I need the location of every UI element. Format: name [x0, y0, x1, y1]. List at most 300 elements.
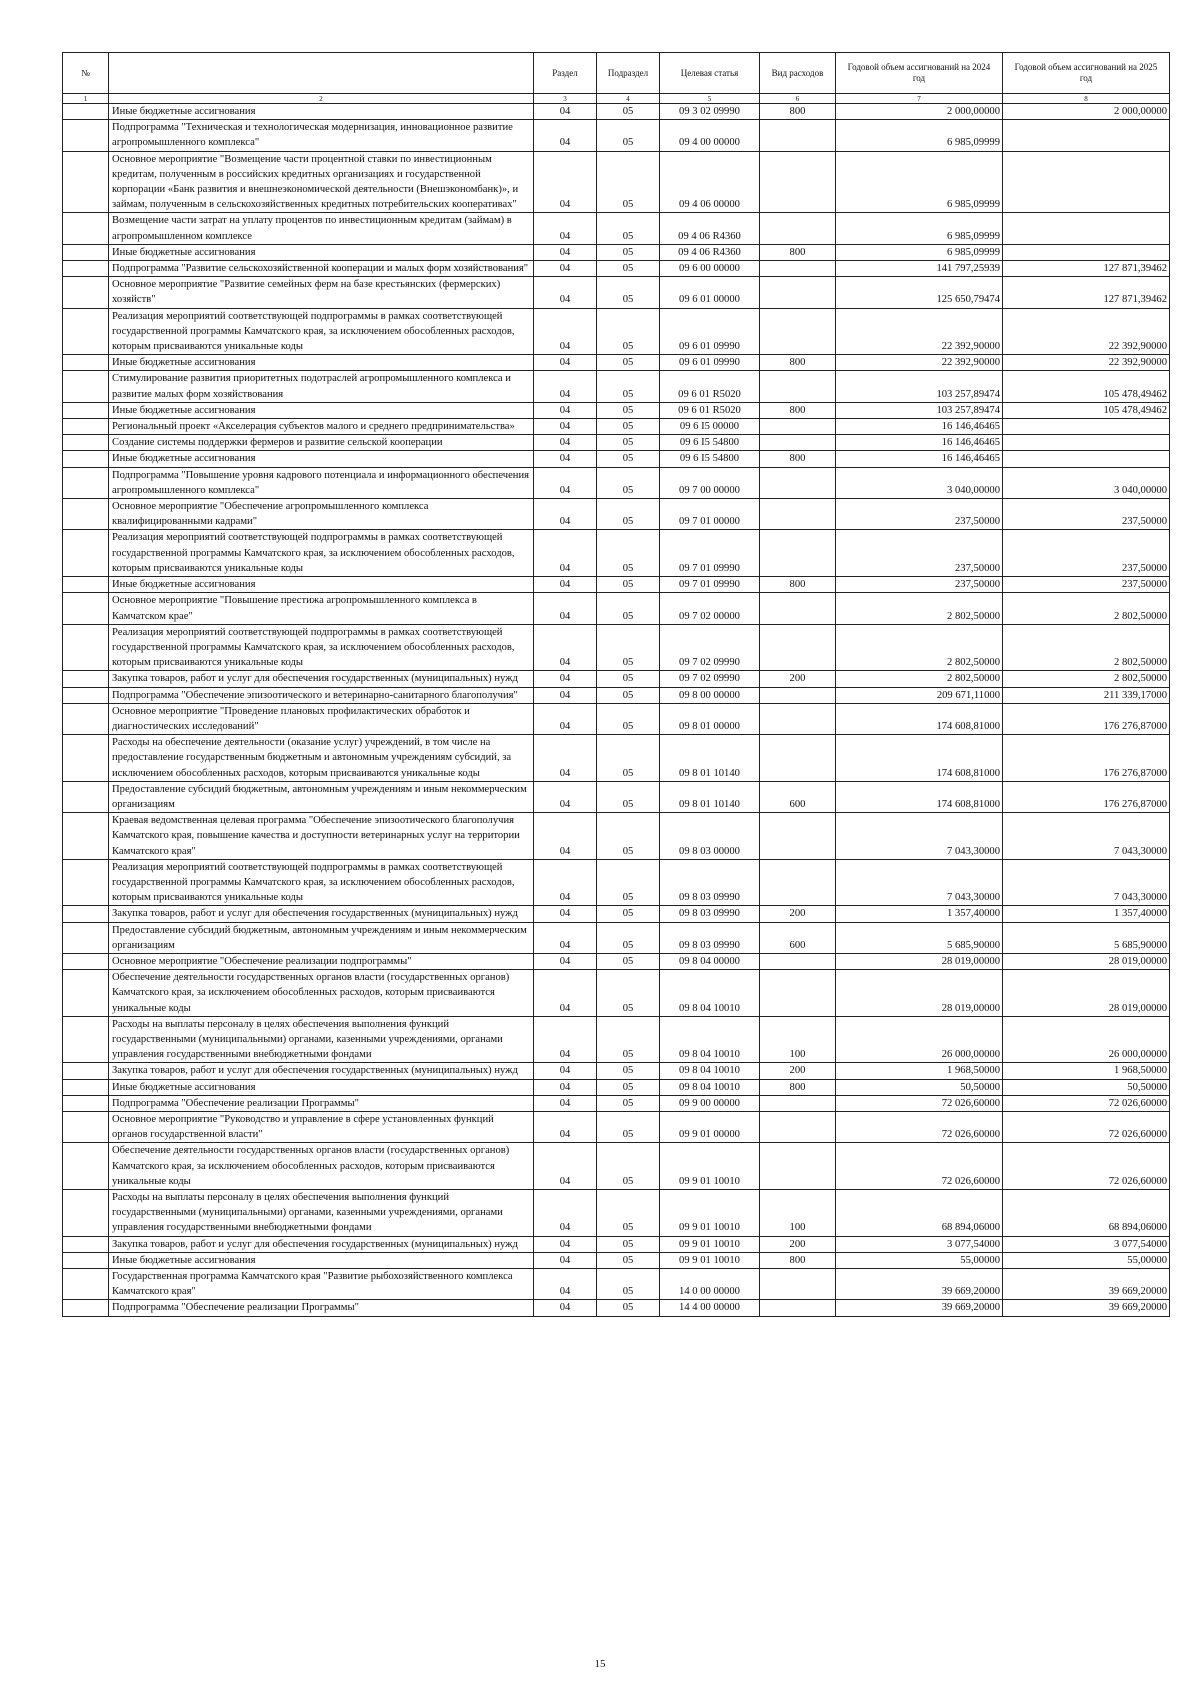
row-2025-cell: 105 478,49462 — [1003, 371, 1170, 402]
row-2025-cell: 105 478,49462 — [1003, 402, 1170, 418]
row-razdel-cell: 04 — [534, 1143, 597, 1190]
row-podrazdel-cell: 05 — [597, 859, 660, 906]
row-name-cell: Предоставление субсидий бюджетным, автономным учреждениям и иным некоммерческим организациям — [109, 781, 534, 812]
row-expense-cell: 800 — [760, 402, 836, 418]
header-idx-8: 8 — [1003, 94, 1170, 104]
row-2025-cell: 7 043,30000 — [1003, 859, 1170, 906]
row-podrazdel-cell: 05 — [597, 1063, 660, 1079]
row-2025-cell: 72 026,60000 — [1003, 1143, 1170, 1190]
row-target-cell: 09 9 01 10010 — [660, 1252, 760, 1268]
row-podrazdel-cell: 05 — [597, 1016, 660, 1063]
row-podrazdel-cell: 05 — [597, 1143, 660, 1190]
row-target-cell: 09 7 00 00000 — [660, 467, 760, 498]
table-row — [63, 970, 1170, 1017]
row-target-cell: 09 7 01 09990 — [660, 530, 760, 577]
row-podrazdel-cell: 05 — [597, 1300, 660, 1316]
row-razdel-cell: 04 — [534, 261, 597, 277]
row-razdel-cell: 04 — [534, 1252, 597, 1268]
row-2024-cell: 1 968,50000 — [836, 1063, 1003, 1079]
row-podrazdel-cell: 05 — [597, 451, 660, 467]
row-razdel-cell: 04 — [534, 953, 597, 969]
row-podrazdel-cell: 05 — [597, 687, 660, 703]
row-expense-cell — [760, 1143, 836, 1190]
row-podrazdel-cell: 05 — [597, 308, 660, 355]
row-number-cell — [63, 813, 109, 860]
row-expense-cell: 200 — [760, 906, 836, 922]
row-expense-cell — [760, 1112, 836, 1143]
row-2025-cell: 176 276,87000 — [1003, 735, 1170, 782]
row-2025-cell: 176 276,87000 — [1003, 703, 1170, 734]
row-target-cell: 09 6 01 R5020 — [660, 371, 760, 402]
row-name-cell: Возмещение части затрат на уплату процентов по инвестиционным кредитам (займам) в агропромышленном комплексе — [109, 213, 534, 244]
row-expense-cell: 200 — [760, 1063, 836, 1079]
row-target-cell: 09 8 03 09990 — [660, 906, 760, 922]
row-expense-cell — [760, 499, 836, 530]
row-razdel-cell: 04 — [534, 104, 597, 120]
row-razdel-cell: 04 — [534, 813, 597, 860]
row-target-cell: 09 6 01 09990 — [660, 355, 760, 371]
row-2024-cell: 28 019,00000 — [836, 953, 1003, 969]
row-2024-cell: 22 392,90000 — [836, 308, 1003, 355]
row-2024-cell: 72 026,60000 — [836, 1143, 1003, 1190]
row-name-cell: Иные бюджетные ассигнования — [109, 104, 534, 120]
row-name-cell: Закупка товаров, работ и услуг для обеспечения государственных (муниципальных) нужд — [109, 1236, 534, 1252]
row-name-cell: Реализация мероприятий соответствующей подпрограммы в рамках соответствующей государственной программы Камчатского края, за исключением обособленных расходов, которым присваиваются уникальные коды — [109, 859, 534, 906]
row-2025-cell: 39 669,20000 — [1003, 1300, 1170, 1316]
row-expense-cell — [760, 703, 836, 734]
row-expense-cell: 800 — [760, 451, 836, 467]
row-2024-cell: 16 146,46465 — [836, 435, 1003, 451]
row-2024-cell: 3 040,00000 — [836, 467, 1003, 498]
row-podrazdel-cell: 05 — [597, 1236, 660, 1252]
row-razdel-cell: 04 — [534, 244, 597, 260]
budget-table-sheet — [62, 52, 1169, 1317]
page-number: 15 — [594, 1658, 606, 1670]
row-2024-cell: 141 797,25939 — [836, 261, 1003, 277]
row-number-cell — [63, 1112, 109, 1143]
table-row — [63, 735, 1170, 782]
row-2024-cell: 2 000,00000 — [836, 104, 1003, 120]
table-row — [63, 419, 1170, 435]
row-name-cell: Основное мероприятие "Проведение плановых профилактических обработок и диагностических исследований" — [109, 703, 534, 734]
row-podrazdel-cell: 05 — [597, 624, 660, 671]
row-target-cell: 09 7 02 09990 — [660, 624, 760, 671]
row-podrazdel-cell: 05 — [597, 1112, 660, 1143]
row-expense-cell — [760, 120, 836, 151]
row-2025-cell: 72 026,60000 — [1003, 1112, 1170, 1143]
table-row — [63, 859, 1170, 906]
row-2025-cell — [1003, 451, 1170, 467]
row-number-cell — [63, 1095, 109, 1111]
row-expense-cell — [760, 213, 836, 244]
row-2024-cell: 103 257,89474 — [836, 371, 1003, 402]
row-2024-cell: 2 802,50000 — [836, 593, 1003, 624]
row-target-cell: 14 4 00 00000 — [660, 1300, 760, 1316]
table-row — [63, 451, 1170, 467]
row-name-cell: Региональный проект «Акселерация субъектов малого и среднего предпринимательства» — [109, 419, 534, 435]
row-2024-cell: 72 026,60000 — [836, 1112, 1003, 1143]
header-idx-7: 7 — [836, 94, 1003, 104]
row-number-cell — [63, 859, 109, 906]
table-row — [63, 687, 1170, 703]
row-target-cell: 09 6 I5 54800 — [660, 451, 760, 467]
row-target-cell: 14 0 00 00000 — [660, 1269, 760, 1300]
row-2025-cell: 28 019,00000 — [1003, 970, 1170, 1017]
row-razdel-cell: 04 — [534, 277, 597, 308]
row-2025-cell: 72 026,60000 — [1003, 1095, 1170, 1111]
row-name-cell: Государственная программа Камчатского края "Развитие рыбохозяйственного комплекса Камчатского края" — [109, 1269, 534, 1300]
row-2024-cell: 6 985,09999 — [836, 213, 1003, 244]
row-target-cell: 09 8 03 09990 — [660, 922, 760, 953]
row-number-cell — [63, 1063, 109, 1079]
row-razdel-cell: 04 — [534, 687, 597, 703]
row-2025-cell: 55,00000 — [1003, 1252, 1170, 1268]
row-expense-cell — [760, 419, 836, 435]
row-expense-cell: 800 — [760, 1252, 836, 1268]
row-number-cell — [63, 781, 109, 812]
row-podrazdel-cell: 05 — [597, 906, 660, 922]
row-2025-cell: 68 894,06000 — [1003, 1190, 1170, 1237]
row-number-cell — [63, 1143, 109, 1190]
row-name-cell: Основное мероприятие "Возмещение части процентной ставки по инвестиционным кредитам, полученным в российских кредитных организациях и государственной корпорации «Банк развития и внешнеэкономической деятельности (Внешэкономбанк)», и займам, полученным в сельскохозяйственных кредитных потребительских кооперативах" — [109, 151, 534, 213]
table-row — [63, 308, 1170, 355]
row-target-cell: 09 7 02 00000 — [660, 593, 760, 624]
row-2025-cell: 3 040,00000 — [1003, 467, 1170, 498]
header-idx-4: 4 — [597, 94, 660, 104]
row-number-cell — [63, 1300, 109, 1316]
row-razdel-cell: 04 — [534, 355, 597, 371]
row-target-cell: 09 6 I5 54800 — [660, 435, 760, 451]
row-2024-cell: 174 608,81000 — [836, 703, 1003, 734]
row-target-cell: 09 8 01 10140 — [660, 781, 760, 812]
row-name-cell: Создание системы поддержки фермеров и развитие сельской кооперации — [109, 435, 534, 451]
row-2024-cell: 6 985,09999 — [836, 120, 1003, 151]
row-name-cell: Иные бюджетные ассигнования — [109, 451, 534, 467]
row-razdel-cell: 04 — [534, 451, 597, 467]
row-target-cell: 09 8 03 09990 — [660, 859, 760, 906]
row-2024-cell: 2 802,50000 — [836, 624, 1003, 671]
table-row — [63, 1112, 1170, 1143]
table-row — [63, 671, 1170, 687]
row-2025-cell — [1003, 213, 1170, 244]
row-razdel-cell: 04 — [534, 499, 597, 530]
row-number-cell — [63, 1016, 109, 1063]
table-row — [63, 593, 1170, 624]
row-2024-cell: 237,50000 — [836, 530, 1003, 577]
table-row — [63, 703, 1170, 734]
row-razdel-cell: 04 — [534, 419, 597, 435]
row-2025-cell — [1003, 419, 1170, 435]
row-name-cell: Обеспечение деятельности государственных органов власти (государственных органов) Камчатского края, за исключением обособленных расходов, которым присваиваются уникальные коды — [109, 1143, 534, 1190]
row-razdel-cell: 04 — [534, 402, 597, 418]
row-target-cell: 09 6 01 00000 — [660, 277, 760, 308]
row-name-cell: Подпрограмма "Развитие сельскохозяйственной кооперации и малых форм хозяйствования" — [109, 261, 534, 277]
row-podrazdel-cell: 05 — [597, 467, 660, 498]
row-number-cell — [63, 1190, 109, 1237]
row-expense-cell: 800 — [760, 244, 836, 260]
table-row — [63, 467, 1170, 498]
row-target-cell: 09 8 04 10010 — [660, 1079, 760, 1095]
row-2024-cell: 174 608,81000 — [836, 781, 1003, 812]
row-2025-cell — [1003, 244, 1170, 260]
row-2024-cell: 22 392,90000 — [836, 355, 1003, 371]
row-2024-cell: 1 357,40000 — [836, 906, 1003, 922]
row-number-cell — [63, 402, 109, 418]
header-expense: Вид расходов — [760, 53, 836, 94]
table-row — [63, 371, 1170, 402]
row-name-cell: Стимулирование развития приоритетных подотраслей агропромышленного комплекса и развитие малых форм хозяйствования — [109, 371, 534, 402]
row-podrazdel-cell: 05 — [597, 735, 660, 782]
row-2024-cell: 3 077,54000 — [836, 1236, 1003, 1252]
row-number-cell — [63, 593, 109, 624]
row-name-cell: Иные бюджетные ассигнования — [109, 402, 534, 418]
table-row — [63, 1063, 1170, 1079]
row-number-cell — [63, 499, 109, 530]
row-number-cell — [63, 1269, 109, 1300]
table-header — [63, 53, 1170, 104]
budget-table — [62, 52, 1170, 1317]
row-razdel-cell: 04 — [534, 906, 597, 922]
row-2025-cell: 127 871,39462 — [1003, 277, 1170, 308]
row-number-cell — [63, 120, 109, 151]
row-target-cell: 09 4 06 00000 — [660, 151, 760, 213]
row-expense-cell — [760, 277, 836, 308]
row-name-cell: Подпрограмма "Обеспечение реализации Программы" — [109, 1300, 534, 1316]
row-name-cell: Подпрограмма "Повышение уровня кадрового потенциала и информационного обеспечения агропромышленного комплекса" — [109, 467, 534, 498]
table-row — [63, 1016, 1170, 1063]
row-expense-cell: 100 — [760, 1190, 836, 1237]
row-name-cell: Иные бюджетные ассигнования — [109, 1079, 534, 1095]
row-name-cell: Реализация мероприятий соответствующей подпрограммы в рамках соответствующей государственной программы Камчатского края, за исключением обособленных расходов, которым присваиваются уникальные коды — [109, 530, 534, 577]
row-number-cell — [63, 735, 109, 782]
row-podrazdel-cell: 05 — [597, 922, 660, 953]
table-row — [63, 261, 1170, 277]
row-2025-cell: 22 392,90000 — [1003, 355, 1170, 371]
row-podrazdel-cell: 05 — [597, 671, 660, 687]
row-target-cell: 09 7 02 09990 — [660, 671, 760, 687]
row-2025-cell: 1 357,40000 — [1003, 906, 1170, 922]
row-2025-cell: 211 339,17000 — [1003, 687, 1170, 703]
row-number-cell — [63, 371, 109, 402]
row-target-cell: 09 8 01 10140 — [660, 735, 760, 782]
row-2025-cell: 3 077,54000 — [1003, 1236, 1170, 1252]
row-target-cell: 09 8 01 00000 — [660, 703, 760, 734]
row-name-cell: Подпрограмма "Техническая и технологическая модернизация, инновационное развитие агропромышленного комплекса" — [109, 120, 534, 151]
row-2024-cell: 125 650,79474 — [836, 277, 1003, 308]
row-razdel-cell: 04 — [534, 577, 597, 593]
row-razdel-cell: 04 — [534, 781, 597, 812]
row-podrazdel-cell: 05 — [597, 355, 660, 371]
row-2025-cell: 28 019,00000 — [1003, 953, 1170, 969]
row-target-cell: 09 3 02 09990 — [660, 104, 760, 120]
row-expense-cell: 800 — [760, 104, 836, 120]
row-number-cell — [63, 435, 109, 451]
header-idx-6: 6 — [760, 94, 836, 104]
row-2024-cell: 237,50000 — [836, 499, 1003, 530]
row-number-cell — [63, 151, 109, 213]
header-idx-3: 3 — [534, 94, 597, 104]
table-row — [63, 1269, 1170, 1300]
header-idx-2: 2 — [109, 94, 534, 104]
table-row — [63, 1190, 1170, 1237]
row-razdel-cell: 04 — [534, 1190, 597, 1237]
row-name-cell: Расходы на выплаты персоналу в целях обеспечения выполнения функций государственными (муниципальными) органами, казенными учреждениями, органами управления государственными внебюджетными фондами — [109, 1190, 534, 1237]
row-2024-cell: 2 802,50000 — [836, 671, 1003, 687]
row-target-cell: 09 9 01 10010 — [660, 1236, 760, 1252]
row-podrazdel-cell: 05 — [597, 213, 660, 244]
row-razdel-cell: 04 — [534, 1112, 597, 1143]
row-name-cell: Иные бюджетные ассигнования — [109, 355, 534, 371]
row-number-cell — [63, 244, 109, 260]
row-podrazdel-cell: 05 — [597, 577, 660, 593]
row-2025-cell: 237,50000 — [1003, 530, 1170, 577]
row-expense-cell: 800 — [760, 577, 836, 593]
row-2024-cell: 16 146,46465 — [836, 451, 1003, 467]
row-target-cell: 09 8 04 10010 — [660, 1016, 760, 1063]
row-razdel-cell: 04 — [534, 703, 597, 734]
row-name-cell: Предоставление субсидий бюджетным, автономным учреждениям и иным некоммерческим организациям — [109, 922, 534, 953]
header-name — [109, 53, 534, 94]
row-razdel-cell: 04 — [534, 624, 597, 671]
row-2025-cell: 2 802,50000 — [1003, 671, 1170, 687]
row-number-cell — [63, 1079, 109, 1095]
row-expense-cell — [760, 813, 836, 860]
row-2025-cell: 237,50000 — [1003, 577, 1170, 593]
row-name-cell: Иные бюджетные ассигнования — [109, 1252, 534, 1268]
row-name-cell: Закупка товаров, работ и услуг для обеспечения государственных (муниципальных) нужд — [109, 671, 534, 687]
row-razdel-cell: 04 — [534, 1269, 597, 1300]
row-podrazdel-cell: 05 — [597, 813, 660, 860]
row-razdel-cell: 04 — [534, 1236, 597, 1252]
row-target-cell: 09 8 04 10010 — [660, 1063, 760, 1079]
row-expense-cell — [760, 593, 836, 624]
row-2024-cell: 16 146,46465 — [836, 419, 1003, 435]
row-target-cell: 09 7 01 09990 — [660, 577, 760, 593]
row-name-cell: Основное мероприятие "Обеспечение реализации подпрограммы" — [109, 953, 534, 969]
row-razdel-cell: 04 — [534, 435, 597, 451]
row-2024-cell: 209 671,11000 — [836, 687, 1003, 703]
row-number-cell — [63, 687, 109, 703]
row-target-cell: 09 8 00 00000 — [660, 687, 760, 703]
row-number-cell — [63, 624, 109, 671]
table-row — [63, 244, 1170, 260]
table-row — [63, 151, 1170, 213]
row-expense-cell — [760, 859, 836, 906]
row-2024-cell: 68 894,06000 — [836, 1190, 1003, 1237]
row-expense-cell — [760, 261, 836, 277]
row-2024-cell: 6 985,09999 — [836, 244, 1003, 260]
row-2025-cell: 1 968,50000 — [1003, 1063, 1170, 1079]
row-razdel-cell: 04 — [534, 120, 597, 151]
header-num: № — [63, 53, 109, 94]
row-expense-cell — [760, 953, 836, 969]
row-target-cell: 09 4 06 R4360 — [660, 213, 760, 244]
row-target-cell: 09 8 03 00000 — [660, 813, 760, 860]
row-razdel-cell: 04 — [534, 308, 597, 355]
row-razdel-cell: 04 — [534, 970, 597, 1017]
row-podrazdel-cell: 05 — [597, 402, 660, 418]
row-razdel-cell: 04 — [534, 530, 597, 577]
row-number-cell — [63, 261, 109, 277]
row-podrazdel-cell: 05 — [597, 419, 660, 435]
row-2024-cell: 7 043,30000 — [836, 859, 1003, 906]
row-name-cell: Основное мероприятие "Развитие семейных ферм на базе крестьянских (фермерских) хозяйств" — [109, 277, 534, 308]
table-row — [63, 953, 1170, 969]
row-razdel-cell: 04 — [534, 859, 597, 906]
table-row — [63, 1143, 1170, 1190]
row-expense-cell — [760, 308, 836, 355]
row-name-cell: Подпрограмма "Обеспечение реализации Программы" — [109, 1095, 534, 1111]
table-row — [63, 435, 1170, 451]
row-razdel-cell: 04 — [534, 151, 597, 213]
row-number-cell — [63, 703, 109, 734]
row-target-cell: 09 8 04 10010 — [660, 970, 760, 1017]
table-row — [63, 499, 1170, 530]
header-podrazdel: Подраздел — [597, 53, 660, 94]
row-razdel-cell: 04 — [534, 922, 597, 953]
row-name-cell: Закупка товаров, работ и услуг для обеспечения государственных (муниципальных) нужд — [109, 1063, 534, 1079]
row-target-cell: 09 4 00 00000 — [660, 120, 760, 151]
row-name-cell: Обеспечение деятельности государственных органов власти (государственных органов) Камчатского края, за исключением обособленных расходов, которым присваиваются уникальные коды — [109, 970, 534, 1017]
row-razdel-cell: 04 — [534, 1016, 597, 1063]
row-podrazdel-cell: 05 — [597, 1269, 660, 1300]
row-2025-cell — [1003, 120, 1170, 151]
row-expense-cell: 600 — [760, 781, 836, 812]
table-row — [63, 1079, 1170, 1095]
row-2024-cell: 174 608,81000 — [836, 735, 1003, 782]
row-expense-cell — [760, 624, 836, 671]
row-target-cell: 09 6 00 00000 — [660, 261, 760, 277]
row-name-cell: Основное мероприятие "Руководство и управление в сфере установленных функций органов государственной власти" — [109, 1112, 534, 1143]
row-2025-cell: 39 669,20000 — [1003, 1269, 1170, 1300]
row-name-cell: Основное мероприятие "Обеспечение агропромышленного комплекса квалифицированными кадрами" — [109, 499, 534, 530]
row-2025-cell — [1003, 435, 1170, 451]
row-2024-cell: 39 669,20000 — [836, 1269, 1003, 1300]
row-2025-cell: 176 276,87000 — [1003, 781, 1170, 812]
table-row — [63, 1252, 1170, 1268]
row-2024-cell: 7 043,30000 — [836, 813, 1003, 860]
row-expense-cell — [760, 371, 836, 402]
table-row — [63, 355, 1170, 371]
row-expense-cell — [760, 151, 836, 213]
row-number-cell — [63, 671, 109, 687]
row-razdel-cell: 04 — [534, 593, 597, 624]
row-razdel-cell: 04 — [534, 467, 597, 498]
row-target-cell: 09 9 01 10010 — [660, 1143, 760, 1190]
table-row — [63, 213, 1170, 244]
row-razdel-cell: 04 — [534, 213, 597, 244]
header-2025: Годовой объем ассигнований на 2025 год — [1003, 53, 1170, 94]
row-2025-cell: 7 043,30000 — [1003, 813, 1170, 860]
row-podrazdel-cell: 05 — [597, 593, 660, 624]
row-podrazdel-cell: 05 — [597, 1079, 660, 1095]
row-podrazdel-cell: 05 — [597, 953, 660, 969]
row-podrazdel-cell: 05 — [597, 371, 660, 402]
table-row — [63, 906, 1170, 922]
row-2024-cell: 6 985,09999 — [836, 151, 1003, 213]
row-number-cell — [63, 1252, 109, 1268]
row-podrazdel-cell: 05 — [597, 120, 660, 151]
row-2025-cell: 2 802,50000 — [1003, 593, 1170, 624]
row-2024-cell: 50,50000 — [836, 1079, 1003, 1095]
row-2024-cell: 5 685,90000 — [836, 922, 1003, 953]
row-number-cell — [63, 277, 109, 308]
row-expense-cell — [760, 735, 836, 782]
row-name-cell: Иные бюджетные ассигнования — [109, 244, 534, 260]
row-name-cell: Расходы на выплаты персоналу в целях обеспечения выполнения функций государственными (муниципальными) органами, казенными учреждениями, органами управления государственными внебюджетными фондами — [109, 1016, 534, 1063]
row-podrazdel-cell: 05 — [597, 970, 660, 1017]
row-number-cell — [63, 577, 109, 593]
